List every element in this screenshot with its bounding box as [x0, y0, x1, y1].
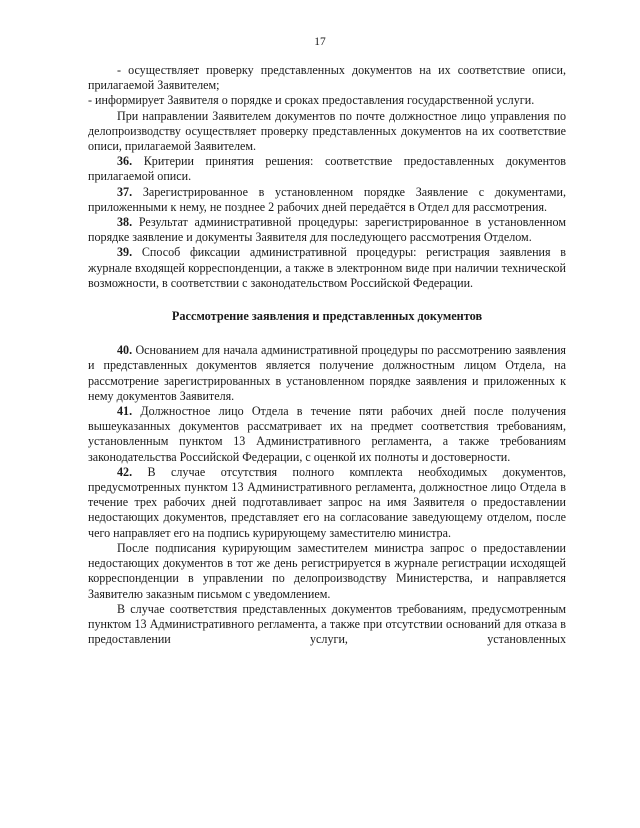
bottom-paragraphs [88, 343, 566, 647]
paragraph-text: Способ фиксации административной процедуры: регистрация заявления в журнале входящей корреспонденции, а также в электронном виде при наличии технической возможности, в соответствии с законодательством Российской Федерации. [88, 245, 566, 290]
paragraph [88, 541, 566, 602]
paragraph [88, 602, 566, 648]
document-body [88, 63, 566, 647]
paragraph [88, 185, 566, 215]
paragraph [88, 465, 566, 541]
section-heading: Рассмотрение заявления и представленных документов [171, 309, 483, 324]
clause-number: 36. [117, 154, 133, 169]
paragraph [88, 63, 566, 93]
clause-number: 40. [117, 343, 133, 358]
clause-number: 39. [117, 245, 133, 260]
top-paragraphs [88, 63, 566, 291]
paragraph-text: Результат административной процедуры: зарегистрированное в установленном порядке заявление и документы Заявителя для последующего рассмотрения Отделом. [88, 215, 566, 245]
paragraph [88, 343, 566, 404]
paragraph-text: Критерии принятия решения: соответствие предоставленных документов прилагаемой описи. [88, 154, 566, 184]
paragraph [88, 245, 566, 291]
paragraph-text: В случае соответствия представленных документов требованиям, предусмотренным пунктом 13 Административного регламента, а также при отсутствии оснований для отказа в предоставлении услуги, установленных [88, 601, 566, 647]
clause-number: 38. [117, 215, 133, 230]
paragraph-text: Основанием для начала административной процедуры по рассмотрению заявления и представленных документов является получение должностным лицом Отдела, на рассмотрение зарегистрированных в установленном порядке заявления и приложенных к нему документов Заявителя. [88, 343, 566, 403]
paragraph-text: При направлении Заявителем документов по почте должностное лицо управления по делопроизводству осуществляет проверку представленных документов на их соответствие описи, прилагаемой Заявителем. [88, 108, 566, 154]
paragraph [88, 215, 566, 245]
paragraph-text: Зарегистрированное в установленном порядке Заявление с документами, приложенными к нему, не позднее 2 рабочих дней передаётся в Отдел для рассмотрения. [88, 184, 566, 214]
paragraph [88, 404, 566, 465]
paragraph-text: - осуществляет проверку представленных документов на их соответствие описи, прилагаемой Заявителем; [88, 63, 566, 93]
paragraph-text: В случае отсутствия полного комплекта необходимых документов, предусмотренных пунктом 13 Административного регламента, должностное лицо Отдела в течение трех рабочих дней подготавливает запрос на имя Заявителя о предоставлении недостающих документов, представляет его на согласование заведующему отделом, после чего направляет его на подпись курирующему заместителю министра. [88, 464, 566, 540]
paragraph [88, 109, 566, 155]
paragraph-text: После подписания курирующим заместителем министра запрос о предоставлении недостающих документов в тот же день регистрируется в журнале регистрации исходящей корреспонденции в управлении по делопроизводству Министерства, и направляется Заявителю заказным письмом с уведомлением. [88, 540, 566, 601]
paragraph [88, 93, 566, 108]
paragraph [88, 154, 566, 184]
page-number: 17 [314, 36, 326, 48]
paragraph-text: - информирует Заявителя о порядке и сроках предоставления государственной услуги. [88, 93, 535, 108]
clause-number: 42. [117, 464, 133, 479]
clause-number: 41. [117, 404, 133, 419]
paragraph-text: Должностное лицо Отдела в течение пяти рабочих дней после получения вышеуказанных документов рассматривает их на предмет соответствия требованиям, установленным пунктом 13 Административного регламента, а также требованиям законодательства Российской Федерации, с оценкой их полноты и достоверности. [88, 404, 567, 464]
clause-number: 37. [117, 184, 133, 199]
